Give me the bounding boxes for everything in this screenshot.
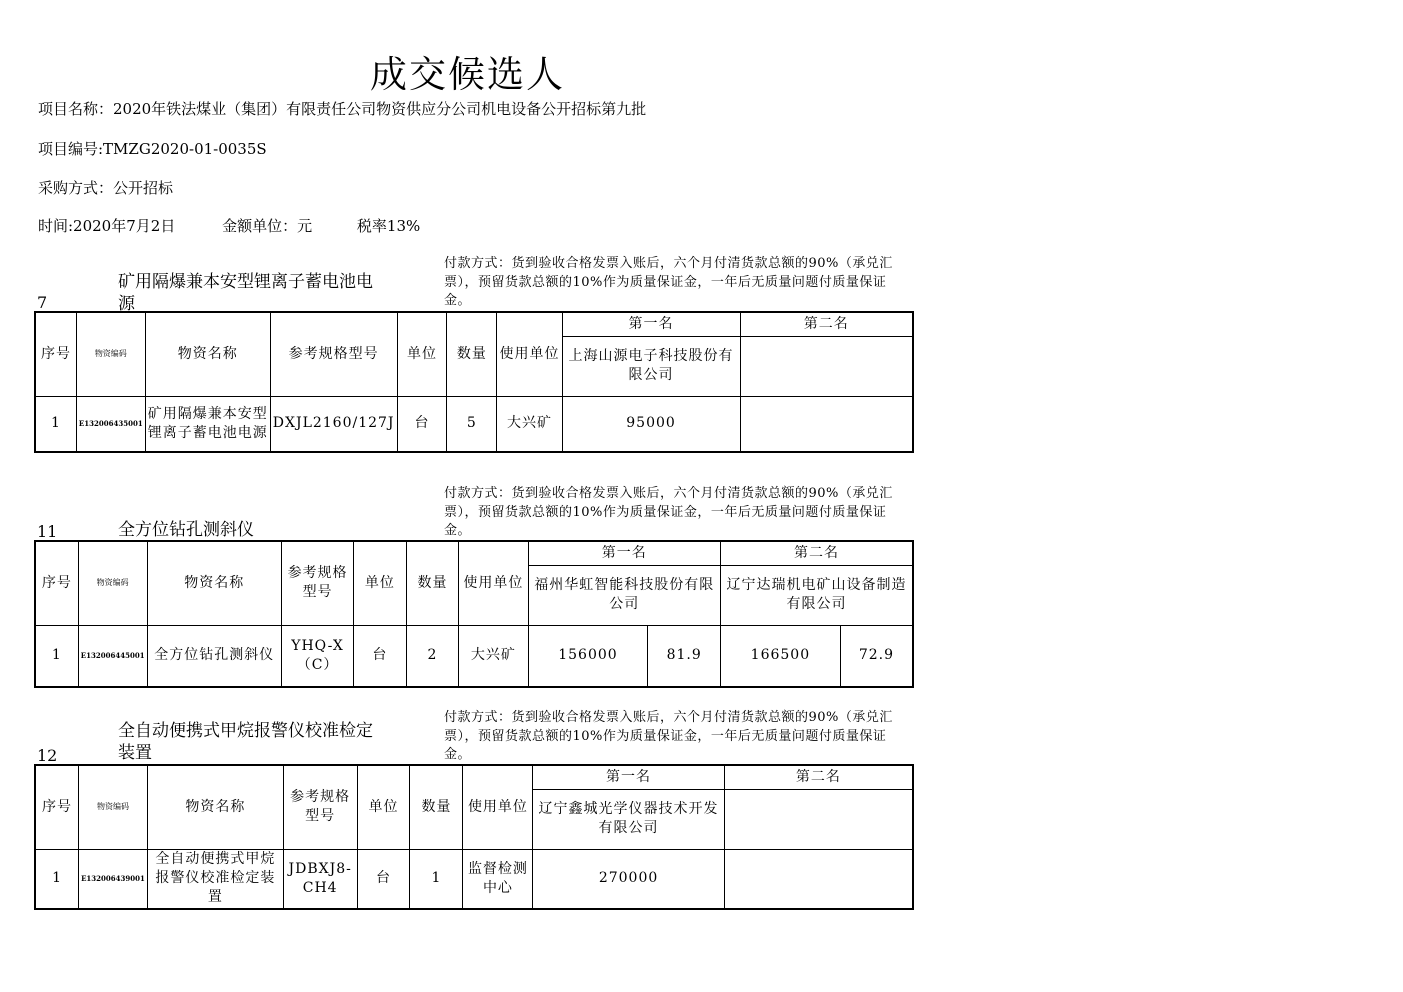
first-company: 福州华虹智能科技股份有限公司 [528, 565, 720, 625]
cell-qty: 2 [406, 625, 459, 687]
header-spec: 参考规格型号 [282, 541, 354, 625]
table-row [35, 849, 913, 909]
header-name: 物资名称 [145, 312, 270, 396]
cell-spec: YHQ-X（C） [282, 625, 354, 687]
cell-spec: JDBXJ8-CH4 [283, 849, 357, 909]
header-user: 使用单位 [497, 312, 562, 396]
payment-terms: 付款方式：货到验收合格发票入账后，六个月付清货款总额的90%（承兑汇票），预留货款总额的10%作为质量保证金，一年后无质量问题付质量保证金。 [444, 256, 893, 308]
cell-name: 矿用隔爆兼本安型锂离子蓄电池电源 [145, 396, 270, 452]
header-first: 第一名 [533, 765, 724, 789]
header-seq: 序号 [35, 312, 76, 396]
first-company: 辽宁鑫城光学仪器技术开发有限公司 [533, 789, 724, 849]
bid-table [34, 311, 914, 453]
second-company [724, 789, 913, 849]
cell-first-score: 81.9 [648, 625, 721, 687]
header-unit: 单位 [354, 541, 407, 625]
header-unit: 单位 [397, 312, 447, 396]
header-code: 物资编码 [79, 765, 148, 849]
table-row [35, 625, 913, 687]
first-company: 上海山源电子科技股份有限公司 [562, 336, 740, 396]
header-user: 使用单位 [459, 541, 528, 625]
cell-spec: DXJL2160/127J [270, 396, 397, 452]
cell-user: 大兴矿 [459, 625, 528, 687]
header-spec: 参考规格型号 [283, 765, 357, 849]
cell-unit: 台 [354, 625, 407, 687]
cell-first-price: 270000 [533, 849, 724, 909]
header-qty: 数量 [406, 541, 459, 625]
project-number: 项目编号:TMZG2020-01-0035S [38, 140, 267, 158]
cell-seq: 1 [35, 849, 79, 909]
cell-user: 监督检测中心 [463, 849, 533, 909]
header-spec: 参考规格型号 [270, 312, 397, 396]
cell-second-price [724, 849, 913, 909]
bid-table [34, 764, 914, 910]
cell-second-price: 166500 [720, 625, 840, 687]
cell-seq: 1 [35, 396, 76, 452]
header-qty: 数量 [447, 312, 497, 396]
header-first: 第一名 [562, 312, 740, 336]
header-first: 第一名 [528, 541, 720, 565]
page-title: 成交候选人 [370, 53, 565, 96]
project-name: 项目名称：2020年铁法煤业（集团）有限责任公司物资供应分公司机电设备公开招标第九批 [38, 100, 647, 118]
item-title: 矿用隔爆兼本安型锂离子蓄电池电源 [118, 272, 373, 314]
item-title: 全方位钻孔测斜仪 [118, 520, 254, 540]
cell-name: 全方位钻孔测斜仪 [147, 625, 281, 687]
cell-user: 大兴矿 [497, 396, 562, 452]
cell-code: E132006435001 [76, 396, 145, 452]
header-code: 物资编码 [76, 312, 145, 396]
cell-qty: 5 [447, 396, 497, 452]
cell-first-price: 95000 [562, 396, 740, 452]
procurement-method: 采购方式：公开招标 [38, 179, 174, 197]
item-number: 7 [37, 293, 48, 312]
header-second: 第二名 [740, 312, 913, 336]
cell-unit: 台 [397, 396, 447, 452]
header-name: 物资名称 [147, 541, 281, 625]
second-company [740, 336, 913, 396]
header-second: 第二名 [724, 765, 913, 789]
item-number: 11 [37, 522, 58, 541]
header-seq: 序号 [35, 541, 78, 625]
cell-code: E132006445001 [78, 625, 147, 687]
cell-first-price: 156000 [528, 625, 648, 687]
header-code: 物资编码 [78, 541, 147, 625]
header-qty: 数量 [410, 765, 463, 849]
cell-second-score: 72.9 [840, 625, 913, 687]
date-text: 时间:2020年7月2日 [38, 217, 176, 235]
second-company: 辽宁达瑞机电矿山设备制造有限公司 [720, 565, 913, 625]
cell-qty: 1 [410, 849, 463, 909]
amount-unit: 金额单位：元 [222, 217, 313, 235]
date-info [38, 215, 420, 236]
item-number: 12 [37, 746, 58, 765]
header-seq: 序号 [35, 765, 79, 849]
cell-code: E132006439001 [79, 849, 148, 909]
header-unit: 单位 [357, 765, 410, 849]
cell-unit: 台 [357, 849, 410, 909]
payment-terms: 付款方式：货到验收合格发票入账后，六个月付清货款总额的90%（承兑汇票），预留货款总额的10%作为质量保证金，一年后无质量问题付质量保证金。 [444, 710, 893, 762]
cell-seq: 1 [35, 625, 78, 687]
tax-rate: 税率13% [356, 217, 421, 235]
header-second: 第二名 [720, 541, 913, 565]
cell-second-price [740, 396, 913, 452]
payment-terms: 付款方式：货到验收合格发票入账后，六个月付清货款总额的90%（承兑汇票），预留货款总额的10%作为质量保证金，一年后无质量问题付质量保证金。 [444, 486, 893, 538]
cell-name: 全自动便携式甲烷报警仪校准检定装置 [147, 849, 283, 909]
header-user: 使用单位 [463, 765, 533, 849]
item-title: 全自动便携式甲烷报警仪校准检定装置 [118, 721, 373, 763]
header-name: 物资名称 [147, 765, 283, 849]
bid-table [34, 540, 914, 688]
table-row [35, 396, 913, 452]
